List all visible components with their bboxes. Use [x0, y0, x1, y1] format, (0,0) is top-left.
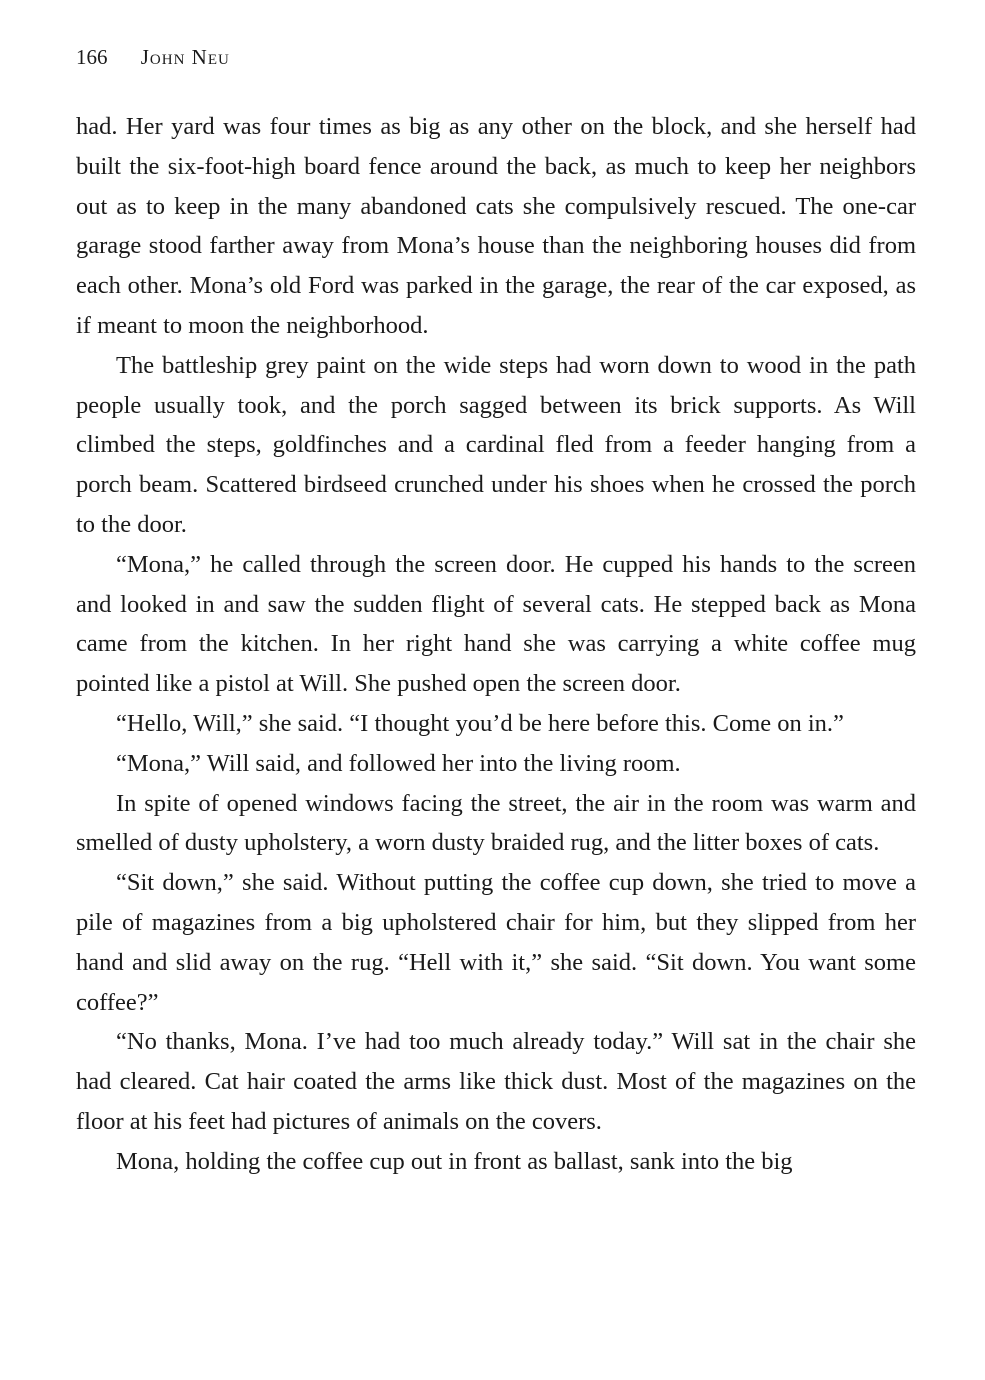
paragraph: “No thanks, Mona. I’ve had too much already today.” Will sat in the chair she had cleared. Cat hair coated the arms like thick dust. Most of the magazines on the floor at his feet had pictures of animals on the covers. [76, 1028, 916, 1135]
paragraph: “Mona,” Will said, and followed her into the living room. [116, 749, 681, 777]
paragraph: The battleship grey paint on the wide steps had worn down to wood in the path people usually took, and the porch sagged between its brick supports. As Will climbed the steps, goldfinches and a cardinal fled from a feeder hanging from a porch beam. Scattered birdseed crunched under his shoes when he crossed the porch to the door. [76, 351, 916, 538]
book-page [76, 0, 916, 1380]
paragraph: Mona, holding the coffee cup out in front as ballast, sank into the big [116, 1147, 793, 1175]
paragraph: had. Her yard was four times as big as any other on the block, and she herself had built the six-foot-high board fence around the back, as much to keep her neighbors out as to keep in the many abandoned cats she compulsively rescued. The one-car garage stood farther away from Mona’s house than the neighboring houses did from each other. Mona’s old Ford was parked in the garage, the rear of the car exposed, as if meant to moon the neighborhood. [76, 113, 916, 339]
page-number: 166 [76, 45, 108, 69]
paragraph: In spite of opened windows facing the street, the air in the room was warm and smelled of dusty upholstery, a worn dusty braided rug, and the litter boxes of cats. [76, 789, 916, 857]
running-head-author: John Neu [140, 45, 230, 69]
paragraph: “Mona,” he called through the screen door. He cupped his hands to the screen and looked in and saw the sudden flight of several cats. He stepped back as Mona came from the kitchen. In her right hand she was carrying a white coffee mug pointed like a pistol at Will. She pushed open the screen door. [76, 550, 916, 698]
paragraph: “Hello, Will,” she said. “I thought you’d be here before this. Come on in.” [116, 709, 844, 737]
paragraph: “Sit down,” she said. Without putting the coffee cup down, she tried to move a pile of magazines from a big upholstered chair for him, but they slipped from her hand and slid away on the rug. “Hell with it,” she said. “Sit down. You want some coffee?” [76, 869, 916, 1016]
body-text [76, 107, 916, 1182]
running-head [76, 42, 230, 72]
